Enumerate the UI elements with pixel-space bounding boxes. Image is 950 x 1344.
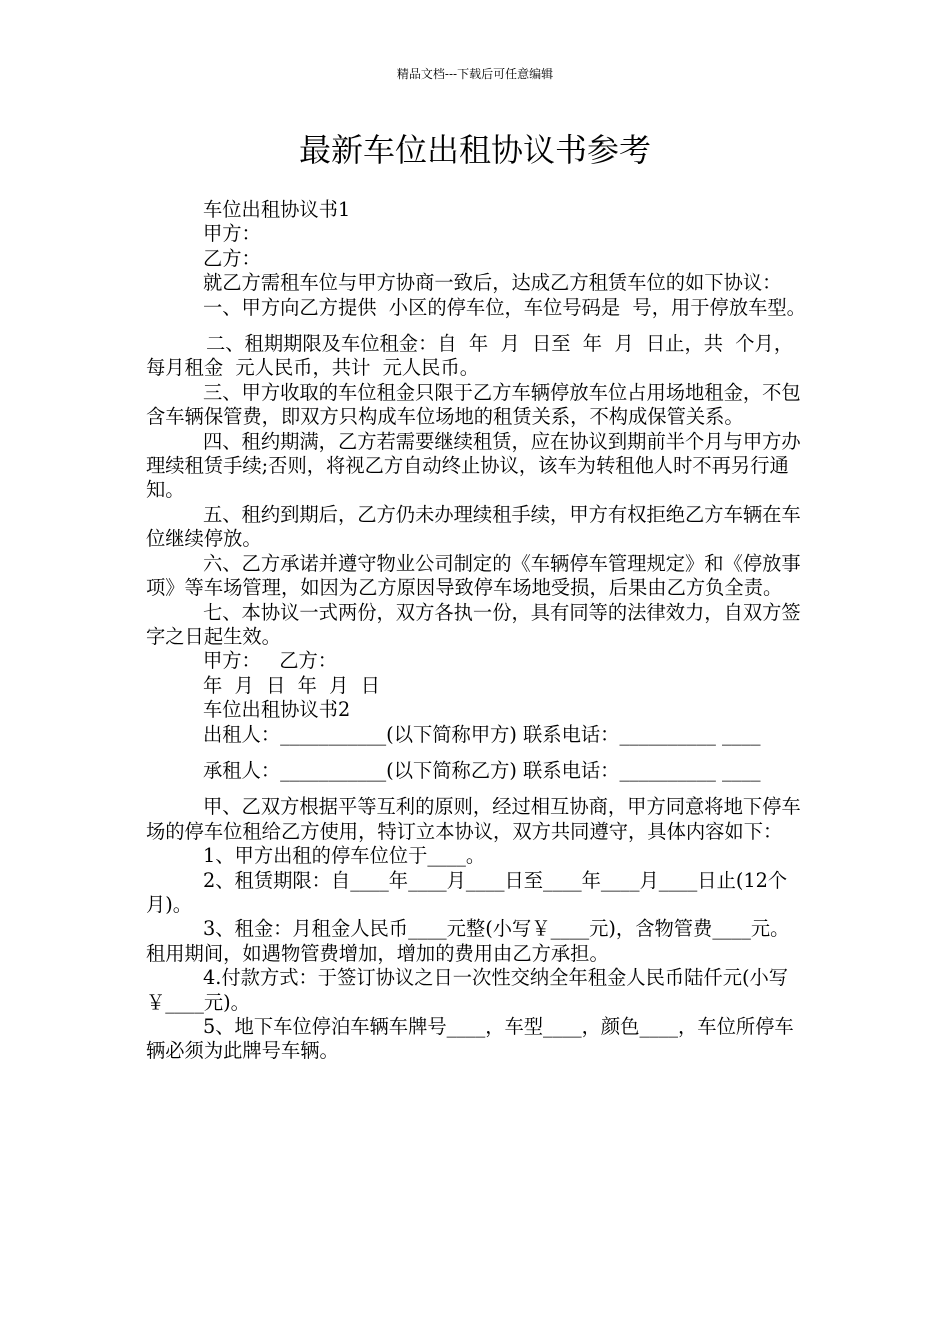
page-header: 精品文档---下载后可任意编辑 [396, 67, 554, 81]
lessor-line: 出租人：___________(以下简称甲方) 联系电话：__________ ____ [203, 722, 761, 746]
clause-1: 一、甲方向乙方提供 小区的停车位，车位号码是 号，用于停放车型。 [203, 295, 806, 319]
section-heading-1: 车位出租协议书1 [203, 198, 351, 221]
clause-5: 五、租约到期后，乙方仍未办理续租手续，甲方有权拒绝乙方车辆在车位继续停放。 [146, 502, 801, 551]
signature-line: 甲方： 乙方： [203, 649, 338, 673]
clause-4: 四、租约期满，乙方若需要继续租赁，应在协议到期前半个月与甲方办理续租赁手续;否则，将视乙方自动终止协议，该车为转租他人时不再另行通知。 [146, 429, 801, 502]
date-line: 年 月 日 年 月 日 [203, 673, 380, 697]
item-4: 4.付款方式：于签订协议之日一次性交纳全年租金人民币陆仟元(小写￥____元)。 [146, 966, 789, 1014]
lessee-line: 承租人：___________(以下简称乙方) 联系电话：__________ ____ [203, 758, 761, 782]
item-2: 2、租赁期限：自____年____月____日至____年____月____日止(12个月)。 [146, 868, 788, 916]
clause-7: 七、本协议一式两份，双方各执一份，具有同等的法律效力，自双方签字之日起生效。 [146, 600, 801, 648]
paragraph-agreement: 甲、乙双方根据平等互利的原则，经过相互协商，甲方同意将地下停车场的停车位租给乙方使用，特订立本协议，双方共同遵守，具体内容如下： [146, 795, 801, 843]
paragraph-intro: 就乙方需租车位与甲方协商一致后，达成乙方租赁车位的如下协议： [203, 271, 782, 295]
section-heading-2: 车位出租协议书2 [203, 698, 351, 722]
item-5: 5、地下车位停泊车辆车牌号____，车型____，颜色____，车位所停车辆必须为此牌号车辆。 [146, 1015, 794, 1063]
clause-3: 三、甲方收取的车位租金只限于乙方车辆停放车位占用场地租金，不包含车辆保管费，即双方只构成车位场地的租赁关系，不构成保管关系。 [146, 380, 801, 429]
party-a-label: 甲方： [203, 222, 261, 246]
clause-6: 六、乙方承诺并遵守物业公司制定的《车辆停车管理规定》和《停放事项》等车场管理，如因为乙方原因导致停车场地受损，后果由乙方负全责。 [146, 551, 801, 600]
item-3: 3、租金：月租金人民币____元整(小写￥____元)，含物管费____元。租用期间，如遇物管费增加，增加的费用由乙方承担。 [146, 917, 790, 965]
document-title: 最新车位出租协议书参考 [298, 131, 651, 169]
document-body [146, 198, 808, 1064]
clause-2: 二、租期期限及车位租金：自 年 月 日至 年 月 日止，共 个月，每月租金 元人民币，共计 元人民币。 [146, 332, 794, 380]
party-b-label: 乙方： [203, 246, 261, 270]
item-1: 1、甲方出租的停车位位于____。 [203, 844, 486, 868]
